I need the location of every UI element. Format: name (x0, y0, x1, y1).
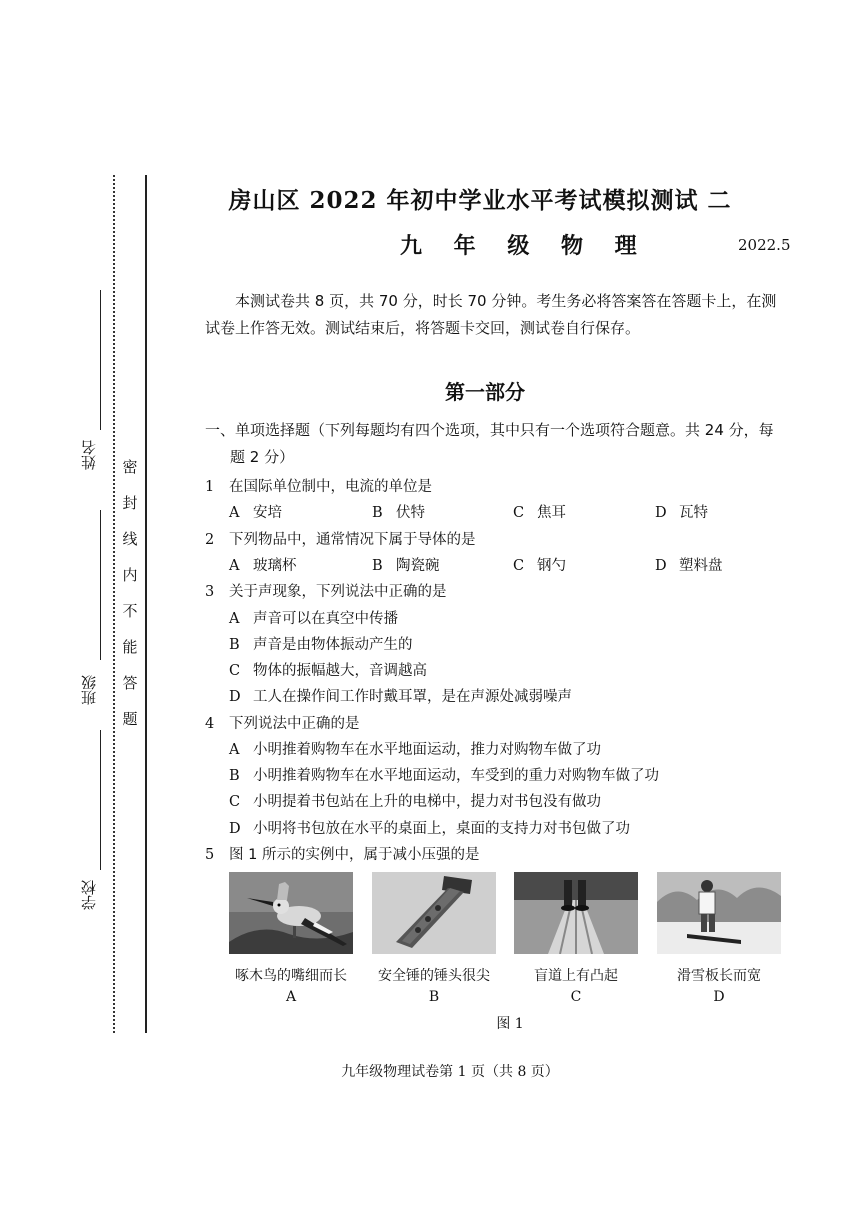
exam-date: 2022.5 (738, 236, 791, 254)
option[interactable] (372, 501, 425, 522)
figure-letter: B (428, 989, 440, 1005)
question-5 (205, 843, 479, 864)
question-number: 5 (205, 847, 215, 863)
option[interactable] (229, 738, 601, 759)
option[interactable] (229, 817, 630, 838)
seal-char: 不 (122, 602, 138, 620)
option[interactable] (372, 554, 440, 575)
safety-hammer-photo (372, 872, 496, 954)
option[interactable] (229, 764, 659, 785)
question-number: 4 (205, 716, 215, 732)
option-letter: B (372, 558, 383, 574)
class-blank[interactable] (100, 510, 101, 660)
option-text: 工人在操作间工作时戴耳罩，是在声源处减弱噪声 (253, 689, 572, 705)
figure-letter: D (713, 989, 725, 1005)
option-text: 声音可以在真空中传播 (253, 611, 398, 627)
option-letter: A (229, 505, 240, 521)
option-letter: B (229, 637, 240, 653)
option[interactable] (513, 501, 566, 522)
figure-letter: A (285, 989, 297, 1005)
option-text: 钢勺 (537, 558, 566, 574)
option-letter: A (229, 558, 240, 574)
option-text: 小明推着购物车在水平地面运动，推力对购物车做了功 (253, 742, 601, 758)
instructions: 本测试卷共 8 页，共 70 分，时长 70 分钟。考生务必将答案答在答题卡上，在测试卷上作答无效。测试结束后，将答题卡交回，测试卷自行保存。 (205, 292, 777, 337)
question-number: 2 (205, 532, 215, 548)
binding-solid-line (145, 175, 147, 1033)
question-text: 在国际单位制中，电流的单位是 (229, 479, 432, 495)
seal-notice (120, 458, 140, 728)
option-letter: D (655, 558, 667, 574)
name-blank[interactable] (100, 290, 101, 430)
question-4 (205, 712, 360, 733)
option-letter: C (229, 663, 241, 679)
figure-caption: 安全锤的锤头很尖 (378, 968, 490, 984)
option-letter: B (372, 505, 383, 521)
question-number: 1 (205, 479, 215, 495)
option-letter: B (229, 768, 240, 784)
figure-caption: 啄木鸟的嘴细而长 (235, 968, 347, 984)
question-2 (205, 528, 476, 549)
name-label: 姓名 (80, 440, 98, 470)
option-letter: A (229, 611, 240, 627)
school-label: 学校 (80, 880, 98, 910)
seal-char: 密 (122, 458, 138, 476)
exam-subtitle: 九 年 级 物 理 (400, 234, 649, 259)
option[interactable] (229, 607, 398, 628)
question-text: 下列物品中，通常情况下属于导体的是 (229, 532, 476, 548)
option-text: 陶瓷碗 (396, 558, 440, 574)
option-letter: A (229, 742, 240, 758)
figure-letter: C (570, 989, 582, 1005)
option-text: 玻璃杯 (253, 558, 297, 574)
option[interactable] (229, 554, 297, 575)
seal-char: 封 (122, 494, 138, 512)
question-3 (205, 580, 447, 601)
option-text: 伏特 (396, 505, 425, 521)
option-letter: C (229, 794, 241, 810)
section-line-2: 题 2 分） (230, 448, 295, 466)
figure-label: 图 1 (496, 1016, 524, 1032)
option[interactable] (655, 501, 708, 522)
option-letter: D (229, 689, 241, 705)
option-text: 小明推着购物车在水平地面运动，车受到的重力对购物车做了功 (253, 768, 659, 784)
option-letter: C (513, 505, 525, 521)
option-text: 安培 (253, 505, 282, 521)
part-title: 第一部分 (445, 380, 525, 404)
option[interactable] (229, 501, 282, 522)
exam-title: 房山区 2022 年初中学业水平考试模拟测试 二 (228, 187, 732, 214)
option-text: 焦耳 (537, 505, 566, 521)
question-1 (205, 475, 432, 496)
option-letter: D (655, 505, 667, 521)
seal-char: 答 (122, 674, 138, 692)
question-text: 关于声现象，下列说法中正确的是 (229, 584, 447, 600)
figure-caption: 滑雪板长而宽 (677, 968, 761, 984)
option-text: 小明将书包放在水平的桌面上，桌面的支持力对书包做了功 (253, 821, 630, 837)
question-text: 下列说法中正确的是 (229, 716, 360, 732)
option[interactable] (229, 659, 427, 680)
binding-dotted-line (113, 175, 115, 1033)
seal-char: 能 (122, 638, 138, 656)
hoopoe-bird-photo (229, 872, 353, 954)
seal-char: 内 (122, 566, 138, 584)
snowboarder-photo (657, 872, 781, 954)
section-line-1: 一、单项选择题（下列每题均有四个选项，其中只有一个选项符合题意。共 24 分，每 (205, 421, 774, 439)
figure-caption: 盲道上有凸起 (534, 968, 618, 984)
question-number: 3 (205, 584, 215, 600)
option-letter: D (229, 821, 241, 837)
option[interactable] (229, 790, 601, 811)
option-text: 声音是由物体振动产生的 (253, 637, 413, 653)
option-text: 物体的振幅越大，音调越高 (253, 663, 427, 679)
option-text: 瓦特 (679, 505, 708, 521)
seal-char: 线 (122, 530, 138, 548)
question-text: 图 1 所示的实例中，属于减小压强的是 (229, 847, 480, 863)
page-footer: 九年级物理试卷第 1 页（共 8 页） (341, 1064, 559, 1080)
option-text: 小明提着书包站在上升的电梯中，提力对书包没有做功 (253, 794, 601, 810)
option-text: 塑料盘 (679, 558, 723, 574)
section-heading (205, 417, 790, 471)
school-blank[interactable] (100, 730, 101, 870)
option[interactable] (229, 685, 572, 706)
option-letter: C (513, 558, 525, 574)
seal-char: 题 (122, 710, 138, 728)
class-label: 班级 (80, 675, 98, 705)
option[interactable] (655, 554, 723, 575)
option[interactable] (229, 633, 413, 654)
option[interactable] (513, 554, 566, 575)
tactile-paving-photo (514, 872, 638, 954)
